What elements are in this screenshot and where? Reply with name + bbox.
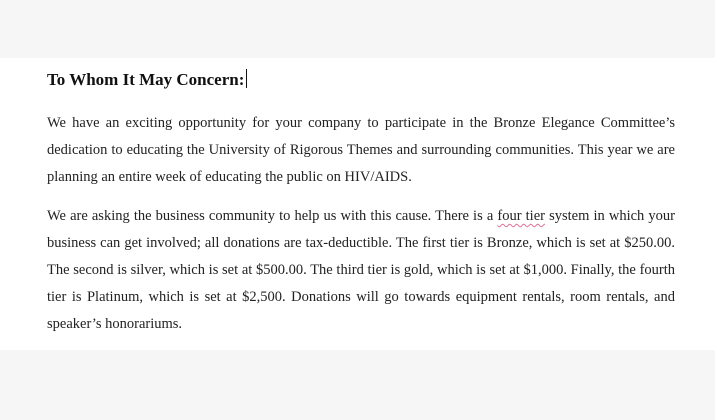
paragraph-sponsorship-tiers[interactable]: [47, 203, 675, 338]
text-cursor: [246, 69, 247, 88]
paragraph-intro[interactable]: We have an exciting opportunity for your company to participate in the Bronze Elegance Committee’s dedication to educating the University of Rigorous Themes and surrounding communities. This year we are planning an entire week of educating the public on HIV/AIDS.: [47, 115, 675, 185]
salutation-text: To Whom It May Concern:: [47, 70, 245, 89]
paragraph-text-before: We are asking the business community to help us with this cause. There is a: [47, 208, 498, 224]
spellcheck-flagged-phrase[interactable]: four tier: [497, 208, 545, 224]
letter-salutation-heading[interactable]: [47, 69, 247, 91]
paragraph-text-after: system in which your business can get involved; all donations are tax-deductible. The first tier is Bronze, which is set at $250.00. The second is silver, which is set at $500.00. The third tier is gold, which is set at $1,000. Finally, the fourth tier is Platinum, which is set at $2,500. Donations will go towards equipment rentals, room rentals, and speaker’s honorariums.: [47, 208, 675, 332]
